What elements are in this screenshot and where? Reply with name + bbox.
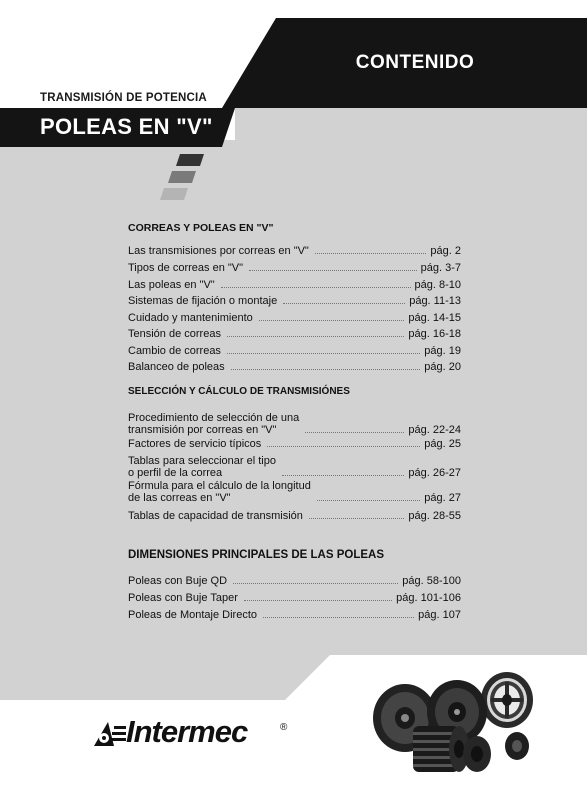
- contents-title: CONTENIDO: [355, 52, 475, 73]
- dot-leader: [231, 369, 421, 370]
- section-heading-seleccion: SELECCIÓN Y CÁLCULO DE TRANSMISIÓNES: [128, 386, 350, 397]
- toc-page: pág. 19: [424, 345, 461, 357]
- toc-page: pág. 11-13: [409, 295, 461, 307]
- dot-leader: [317, 500, 420, 501]
- toc-row[interactable]: [128, 328, 461, 340]
- toc-row[interactable]: [128, 438, 461, 450]
- toc-label: Poleas con Buje Taper: [128, 592, 238, 604]
- toc-page: pág. 25: [424, 438, 461, 450]
- toc-row[interactable]: [128, 510, 461, 522]
- toc-row[interactable]: [128, 295, 461, 307]
- dot-leader: [244, 600, 392, 601]
- logo-wordmark: Intermec: [126, 714, 248, 749]
- decor-bar-mid: [168, 171, 196, 183]
- toc-label: Procedimiento de selección de una transmisión por correas en "V": [128, 412, 300, 436]
- pulley-icon: [413, 726, 469, 772]
- toc-row[interactable]: [128, 361, 461, 373]
- decor-bar-light: [160, 188, 188, 200]
- toc-label: Cuidado y mantenimiento: [128, 312, 253, 324]
- dot-leader: [267, 446, 420, 447]
- toc-page: pág. 3-7: [420, 262, 461, 274]
- dot-leader: [263, 617, 414, 618]
- toc-label: Tensión de correas: [128, 328, 221, 340]
- pulley-icon: [463, 736, 491, 772]
- dot-leader: [227, 353, 420, 354]
- toc-label: Tablas de capacidad de transmisión: [128, 510, 303, 522]
- toc-row[interactable]: [128, 480, 461, 504]
- toc-row[interactable]: [128, 345, 461, 357]
- dot-leader: [233, 583, 398, 584]
- toc-page: pág. 22-24: [408, 424, 461, 436]
- section-heading-dimensiones: DIMENSIONES PRINCIPALES DE LAS POLEAS: [128, 549, 385, 561]
- toc-page: pág. 20: [424, 361, 461, 373]
- dot-leader: [282, 475, 404, 476]
- dot-leader: [283, 303, 405, 304]
- toc-label: Factores de servicio típicos: [128, 438, 262, 450]
- toc-page: pág. 16-18: [408, 328, 461, 340]
- dot-leader: [221, 287, 411, 288]
- toc-label: Tipos de correas en "V": [128, 262, 244, 274]
- toc-page: pág. 26-27: [408, 467, 461, 479]
- section-heading-correas: CORREAS Y POLEAS EN "V": [128, 222, 274, 234]
- toc-row[interactable]: [128, 592, 461, 604]
- toc-page: pág. 101-106: [396, 592, 461, 604]
- toc-label: Cambio de correas: [128, 345, 221, 357]
- toc-page: pág. 58-100: [402, 575, 461, 587]
- toc-label: Las poleas en "V": [128, 279, 215, 291]
- pulleys-illustration: [365, 668, 565, 778]
- toc-page: pág. 8-10: [414, 279, 461, 291]
- toc-page: pág. 28-55: [408, 510, 461, 522]
- category-label: TRANSMISIÓN DE POTENCIA: [40, 92, 207, 104]
- toc-page: pág. 2: [430, 245, 461, 257]
- toc-page: pág. 27: [424, 492, 461, 504]
- dot-leader: [305, 432, 404, 433]
- toc-row[interactable]: [128, 262, 461, 274]
- decor-bar-dark: [176, 154, 204, 166]
- toc-row[interactable]: [128, 279, 461, 291]
- pulley-icon: [481, 672, 533, 728]
- dot-leader: [309, 518, 405, 519]
- dot-leader: [249, 270, 417, 271]
- toc-page: pág. 14-15: [408, 312, 461, 324]
- toc-label: Las transmisiones por correas en "V": [128, 245, 309, 257]
- dot-leader: [227, 336, 404, 337]
- registered-mark: ®: [280, 722, 288, 733]
- toc-label: Tablas para seleccionar el tipo o perfil de la correa: [128, 455, 276, 479]
- toc-row[interactable]: [128, 312, 461, 324]
- toc-page: pág. 107: [418, 609, 461, 621]
- toc-row[interactable]: [128, 575, 461, 587]
- toc-label: Poleas con Buje QD: [128, 575, 228, 587]
- toc-label: Fórmula para el cálculo de la longitud de las correas en "V": [128, 480, 311, 504]
- toc-row[interactable]: [128, 455, 461, 479]
- brand-logo: [90, 712, 300, 752]
- toc-row[interactable]: [128, 245, 461, 257]
- toc-label: Sistemas de fijación o montaje: [128, 295, 278, 307]
- dot-leader: [315, 253, 427, 254]
- toc-label: Balanceo de poleas: [128, 361, 225, 373]
- page-title: POLEAS EN "V": [40, 114, 213, 139]
- toc-label: Poleas de Montaje Directo: [128, 609, 258, 621]
- toc-row[interactable]: [128, 609, 461, 621]
- pulley-icon: [505, 732, 529, 760]
- toc-row[interactable]: [128, 412, 461, 436]
- dot-leader: [259, 320, 405, 321]
